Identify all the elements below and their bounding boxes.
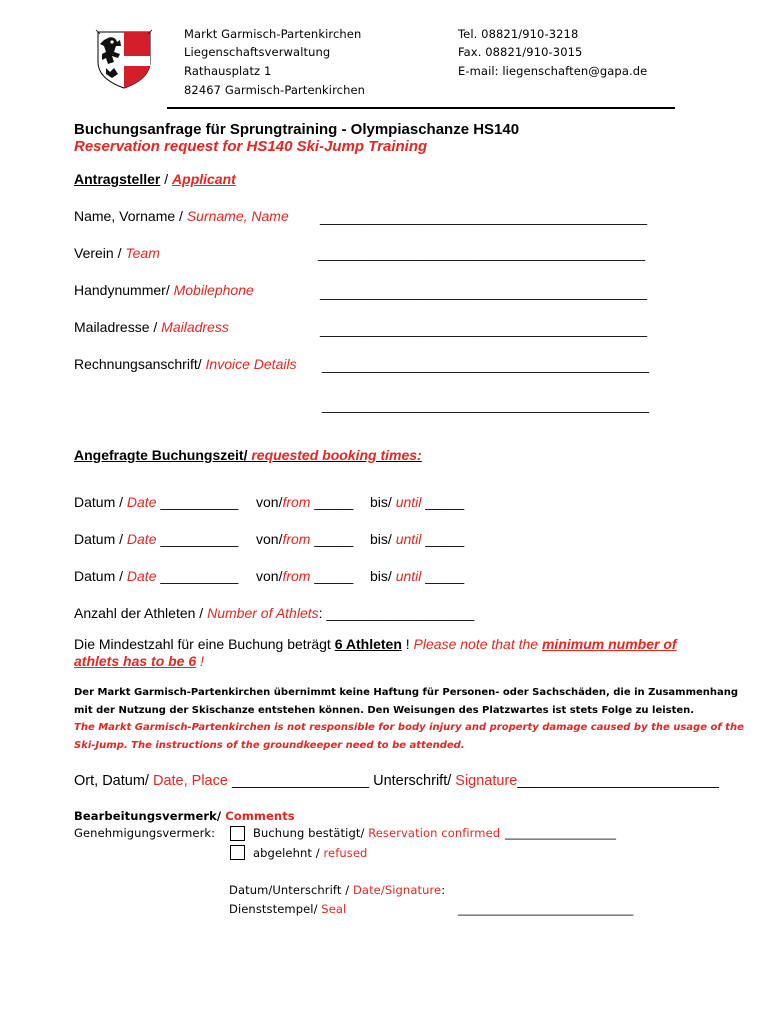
confirmed-checkbox[interactable] bbox=[230, 826, 245, 841]
office-heading: Bearbeitungsvermerk/ Comments bbox=[74, 809, 295, 823]
field-input-invoice-extra[interactable]: __________________________________________ bbox=[322, 397, 650, 413]
date-input[interactable]: __________ bbox=[156, 568, 239, 584]
from-input[interactable]: _____ bbox=[310, 494, 354, 510]
field-label-mail: Mailadresse / Mailadress bbox=[74, 319, 229, 335]
booking-row: Datum / Date __________ bbox=[74, 531, 239, 547]
booking-row-from: von/from _____ bbox=[256, 531, 354, 547]
refused-checkbox[interactable] bbox=[230, 845, 245, 860]
confirmed-label: Buchung bestätigt/ Reservation confirmed bbox=[253, 826, 501, 840]
booking-row-until: bis/ until _____ bbox=[370, 531, 465, 547]
refused-label: abgelehnt / refused bbox=[253, 846, 368, 860]
contact-phone: Tel. 08821/910-3218 bbox=[458, 27, 579, 41]
field-input-mail[interactable]: __________________________________________ bbox=[320, 321, 648, 337]
signature-input[interactable]: _________________________ bbox=[517, 773, 719, 789]
stamp-label: Dienststempel/ Seal bbox=[229, 902, 347, 916]
until-input[interactable]: _____ bbox=[421, 568, 465, 584]
address-line: Liegenschaftsverwaltung bbox=[184, 45, 331, 59]
field-input-mobile[interactable]: __________________________________________ bbox=[320, 284, 648, 300]
coat-of-arms-logo bbox=[90, 28, 156, 90]
booking-row-from: von/from _____ bbox=[256, 494, 354, 510]
until-input[interactable]: _____ bbox=[421, 531, 465, 547]
field-label-name: Name, Vorname / Surname, Name bbox=[74, 208, 289, 224]
field-label-invoice: Rechnungsanschrift/ Invoice Details bbox=[74, 356, 297, 372]
stamp-line[interactable]: ______________________________ bbox=[458, 902, 634, 916]
from-input[interactable]: _____ bbox=[310, 531, 354, 547]
signature-row: Ort, Datum/ Date, Place _________________ Unterschrift/ Signature_________________________ bbox=[74, 773, 719, 789]
field-input-invoice[interactable]: __________________________________________ bbox=[322, 357, 650, 373]
minimum-note-line1: Die Mindestzahl für eine Buchung beträgt 6 Athleten ! Please note that the minimum number of bbox=[74, 636, 677, 652]
minimum-note-line2: athlets has to be 6 ! bbox=[74, 653, 204, 669]
booking-row-until: bis/ until _____ bbox=[370, 494, 465, 510]
date-input[interactable]: __________ bbox=[156, 494, 239, 510]
date-input[interactable]: __________ bbox=[156, 531, 239, 547]
contact-email[interactable]: E-mail: liegenschaften@gapa.de bbox=[458, 64, 648, 78]
page-title: Buchungsanfrage für Sprungtraining - Olympiaschanze HS140 bbox=[74, 121, 520, 138]
date-signature-label: Datum/Unterschrift / Date/Signature: bbox=[229, 883, 446, 897]
address-line: Rathausplatz 1 bbox=[184, 64, 272, 78]
booking-row: Datum / Date __________ bbox=[74, 568, 239, 584]
booking-row-from: von/from _____ bbox=[256, 568, 354, 584]
booking-row: Datum / Date __________ bbox=[74, 494, 239, 510]
field-label-mobile: Handynummer/ Mobilephone bbox=[74, 282, 254, 298]
applicant-heading: Antragsteller / Applicant bbox=[74, 171, 236, 187]
coat-of-arms-icon bbox=[90, 28, 156, 90]
athletes-count-field: Anzahl der Athleten / Number of Athlets: ___________________ bbox=[74, 605, 475, 621]
contact-fax: Fax. 08821/910-3015 bbox=[458, 45, 583, 59]
approval-label: Genehmigungsvermerk: bbox=[74, 826, 216, 840]
page-subtitle: Reservation request for HS140 Ski-Jump Training bbox=[74, 138, 428, 155]
disclaimer-de: Der Markt Garmisch-Partenkirchen übernimmt keine Haftung für Personen- oder Sachschäden, die in Zusammenhang mit der Nutzung der Skischanze entstehen können. Den Weisungen des Platzwartes ist stets Folge zu leisten. bbox=[74, 687, 739, 716]
place-date-input[interactable]: _________________ bbox=[227, 773, 374, 789]
header-divider bbox=[167, 107, 675, 109]
from-input[interactable]: _____ bbox=[310, 568, 354, 584]
field-input-name[interactable]: __________________________________________ bbox=[320, 209, 648, 225]
address-line: Markt Garmisch-Partenkirchen bbox=[184, 27, 362, 41]
disclaimer-en: The Markt Garmisch-Partenkirchen is not responsible for body injury and property damage caused by the usage of the Ski-Jump. The instructions of the groundkeeper need to be attended. bbox=[74, 722, 744, 751]
address-line: 82467 Garmisch-Partenkirchen bbox=[184, 83, 366, 97]
field-label-team: Verein / Team bbox=[74, 245, 160, 261]
confirmed-line[interactable]: ___________________ bbox=[505, 826, 617, 840]
field-input-team[interactable]: __________________________________________ bbox=[318, 245, 646, 261]
until-input[interactable]: _____ bbox=[421, 494, 465, 510]
athletes-count-input[interactable]: : ___________________ bbox=[318, 605, 475, 621]
booking-heading: Angefragte Buchungszeit/ requested booking times: bbox=[74, 447, 422, 463]
booking-row-until: bis/ until _____ bbox=[370, 568, 465, 584]
